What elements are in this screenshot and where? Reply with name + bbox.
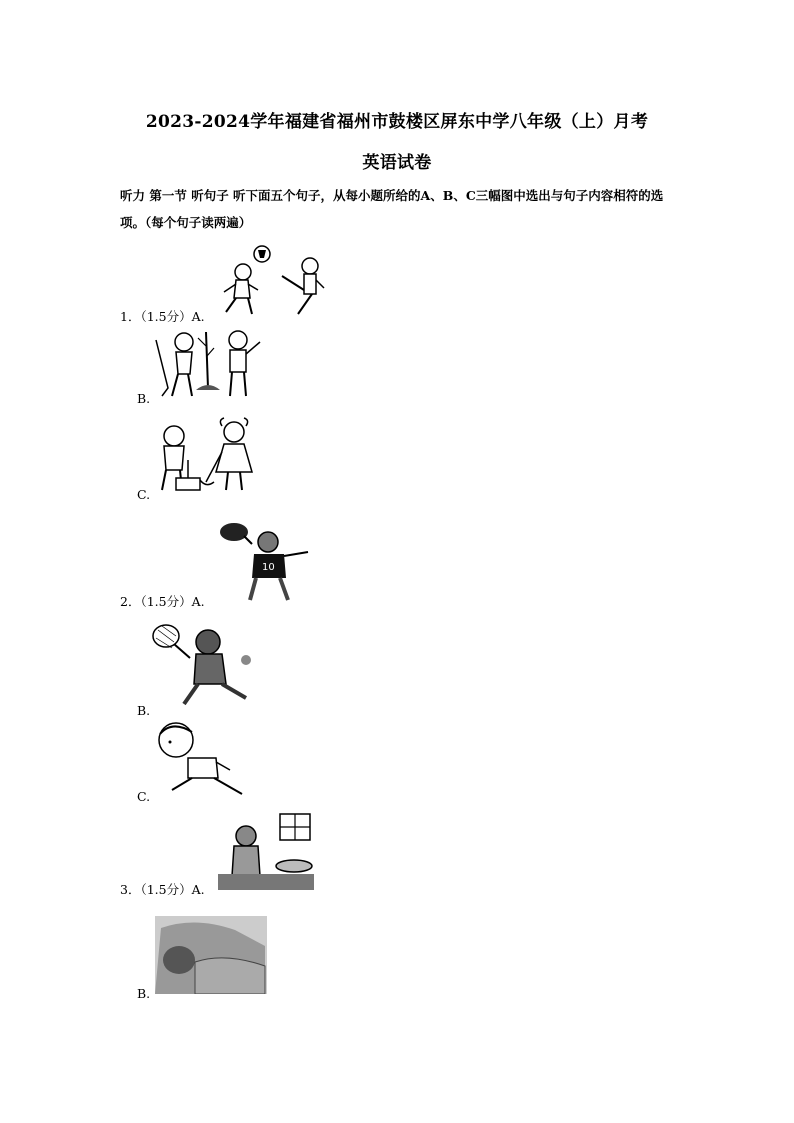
running-picture	[152, 718, 262, 800]
ping-pong-picture	[218, 520, 318, 604]
option-1c-label: C.	[137, 487, 151, 502]
soccer-picture	[218, 240, 328, 320]
option-3b-label: B.	[137, 986, 151, 1001]
question-3-label: 3．（1.5分）A.	[120, 882, 205, 897]
sleeping-picture	[155, 916, 267, 994]
sweeping-floor-picture	[152, 416, 262, 494]
question-1-label: 1．（1.5分）A.	[120, 309, 205, 324]
brushing-teeth-picture	[218, 812, 314, 892]
planting-tree-picture	[150, 328, 265, 400]
svg-text:10: 10	[262, 562, 275, 573]
option-2b-label: B.	[137, 703, 151, 718]
tennis-picture	[150, 620, 265, 712]
option-1b-label: B.	[137, 391, 151, 406]
page-title-line1: 2023-2024学年福建省福州市鼓楼区屏东中学八年级（上）月考	[145, 112, 649, 132]
question-2-label: 2．（1.5分）A.	[120, 594, 205, 609]
listening-instruction: 听力 第一节 听句子 听下面五个句子，从每小题所给的A、B、C三幅图中选出与句子内容相符的选项。（每个句子读两遍）	[120, 188, 664, 230]
option-2c-label: C.	[137, 789, 151, 804]
page-title-line2: 英语试卷	[362, 153, 432, 173]
